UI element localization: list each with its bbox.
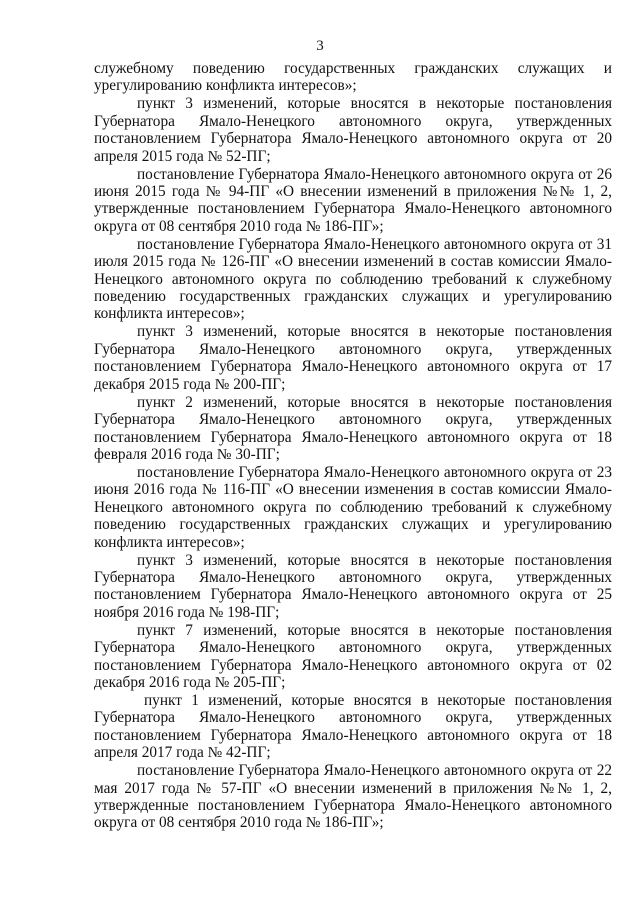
paragraph-item: постановление Губернатора Ямало-Ненецкого автономного округа от 26 июня 2015 года № 94-ПГ «О внесении изменений в приложения №№ 1, 2, утвержденные постановлением Губернатора Ямало-Ненецкого автономного округа от 08 сентября 2010 года № 186-ПГ»; bbox=[94, 165, 612, 235]
paragraph-item: пункт 3 изменений, которые вносятся в некоторые постановления Губернатора Ямало-Ненецкого автономного округа, утвержденных постановлением Губернатора Ямало-Ненецкого автономного округа от 20 апреля 2015 года № 52-ПГ; bbox=[94, 95, 612, 165]
paragraph-item: пункт 7 изменений, которые вносятся в некоторые постановления Губернатора Ямало-Ненецкого автономного округа, утвержденных постановлением Губернатора Ямало-Ненецкого автономного округа от 02 декабря 2016 года № 205-ПГ; bbox=[94, 621, 612, 691]
paragraph-item: пункт 3 изменений, которые вносятся в некоторые постановления Губернатора Ямало-Ненецкого автономного округа, утвержденных постановлением Губернатора Ямало-Ненецкого автономного округа от 17 декабря 2015 года № 200-ПГ; bbox=[94, 323, 612, 393]
paragraph-item: постановление Губернатора Ямало-Ненецкого автономного округа от 23 июня 2016 года № 116-ПГ «О внесении изменения в состав комиссии Ямало-Ненецкого автономного округа по соблюдению требований к служебному поведению государственных гражданских служащих и урегулированию конфликта интересов»; bbox=[94, 463, 612, 551]
paragraph-item: пункт 3 изменений, которые вносятся в некоторые постановления Губернатора Ямало-Ненецкого автономного округа, утвержденных постановлением Губернатора Ямало-Ненецкого автономного округа от 25 ноября 2016 года № 198-ПГ; bbox=[94, 551, 612, 621]
paragraph-item: пункт 2 изменений, которые вносятся в некоторые постановления Губернатора Ямало-Ненецкого автономного округа, утвержденных постановлением Губернатора Ямало-Ненецкого автономного округа от 18 февраля 2016 года № 30-ПГ; bbox=[94, 393, 612, 463]
paragraph-item: постановление Губернатора Ямало-Ненецкого автономного округа от 22 мая 2017 года № 57-ПГ «О внесении изменений в приложения №№ 1, 2, утвержденные постановлением Губернатора Ямало-Ненецкого автономного округа от 08 сентября 2010 года № 186-ПГ»; bbox=[94, 762, 612, 832]
paragraph-continuation: служебному поведению государственных гражданских служащих и урегулированию конфликта интересов»; bbox=[94, 60, 612, 95]
paragraph-item: пункт 1 изменений, которые вносятся в некоторые постановления Губернатора Ямало-Ненецкого автономного округа, утвержденных постановлением Губернатора Ямало-Ненецкого автономного округа от 18 апреля 2017 года № 42-ПГ; bbox=[94, 691, 612, 762]
paragraph-item: постановление Губернатора Ямало-Ненецкого автономного округа от 31 июля 2015 года № 126-ПГ «О внесении изменений в состав комиссии Ямало-Ненецкого автономного округа по соблюдению требований к служебному поведению государственных гражданских служащих и урегулированию конфликта интересов»; bbox=[94, 235, 612, 323]
page-number: 3 bbox=[316, 38, 324, 54]
document-body bbox=[94, 60, 612, 832]
